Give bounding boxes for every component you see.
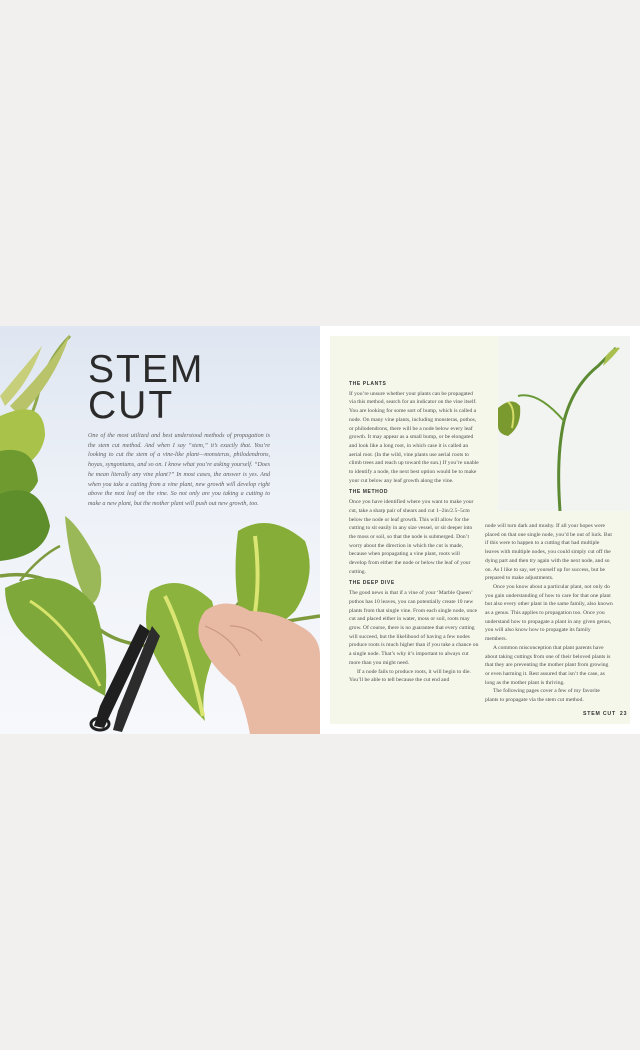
section-heading-method: THE METHOD <box>349 489 389 496</box>
text-column-1 <box>349 377 479 685</box>
text-column-2 <box>485 522 613 705</box>
section-heading-plants: THE PLANTS <box>349 381 387 387</box>
section-paragraph: Once you have identified where you want to make your cut, take a sharp pair of shears and cut 1–2in/2.5–5cm below the node or leaf growth. This will allow for the cutting to sit easily in any size vessel, or sit deeper into the moss or soil, so that the node is submerged. Don’t worry about the direction in which the cut is made, because when propagating a vine plant, roots will develop from either the node or below the leaf of your cutting. <box>349 499 474 575</box>
section-paragraph: If you’re unsure whether your plants can be propagated via this method, search for an indicator on the vine itself. You are looking for some sort of bump, which is called a node. On many vine plants, including monsteras, pothos, or philodendrons, there will be a node below every leaf growth. It may appear as a small bump, or be elongated and look like a long root, in which case it is called an aerial root. (In the wild, vine plants use aerial roots to climb trees and reach up toward the sun.) If you’re unable to identify a node, the next best option would be to make your cut below any leaf growth along the vine. <box>349 390 479 484</box>
section-heading-deep-dive: THE DEEP DIVE <box>349 580 395 587</box>
intro-paragraph: One of the most utilized and best understood methods of propagation is the stem cut method. And when I say “stem,” it’s exactly that. You’re looking to cut the stem of a vine-like plant—monsteras, philodendrons, hoyas, syngoniums, and so on. I know what you’re asking yourself. “Does he mean literally any vine plant?” In most cases, the answer is yes. And when you take a cutting from a vine plant, new growth will develop right above the next leaf on the vine. So not only are you taking a cutting to make a new plant, but the mother plant will push out new growth, too. <box>88 433 270 507</box>
section-paragraph: The good news is that if a vine of your ‘Marble Queen’ pothos has 10 leaves, you can potentially create 10 new plants from that single vine. From each single node, once cut and placed either in water, moss or soil, roots may grow. Of course, there is no guarantee that every cutting will succeed, but the likelihood of having a few nodes produce roots is much higher than if you take a chance on a single node. That’s why it’s important to always cut more than you might need. <box>349 590 479 666</box>
page-number: 23 <box>619 711 628 717</box>
column-paragraph: Once you know about a particular plant, not only do you gain understanding of how to care for that one plant but also every other plant in the same family, also known as a genus. This applies to propagation too. Once you understand how to propagate a plant in any given genus, you will also know how to propagate its family members. <box>485 583 613 643</box>
section-paragraph: If a node fails to produce roots, it will begin to die. You’ll be able to tell because the cut end and <box>349 668 471 684</box>
footer-title: STEM CUT <box>583 711 616 717</box>
left-page <box>0 326 320 734</box>
page-footer <box>583 711 627 717</box>
stem-sprout-photo <box>498 336 630 511</box>
page-title <box>88 348 228 427</box>
column-paragraph: node will turn dark and mushy. If all your hopes were placed on that one single node, you’d be out of luck. But if this were to happen to a cutting that had multiple leaves with multiple nodes, you could simply cut off the dying part and then try again with the next node, and so on. As I like to say, set yourself up for success, but be prepared to make adjustments. <box>485 523 612 582</box>
column-paragraph: The following pages cover a few of my favorite plants to propagate via the stem cut method. <box>485 688 600 704</box>
column-paragraph: A common misconception that plant parents have about taking cuttings from one of their beloved plants is that they are preventing the mother plant from growing or even harming it. Rest assured that isn’t the case, as long as the mother plant is thriving. <box>485 644 611 686</box>
title-line-1: STEM <box>88 348 205 391</box>
title-line-2: CUT <box>88 384 175 427</box>
